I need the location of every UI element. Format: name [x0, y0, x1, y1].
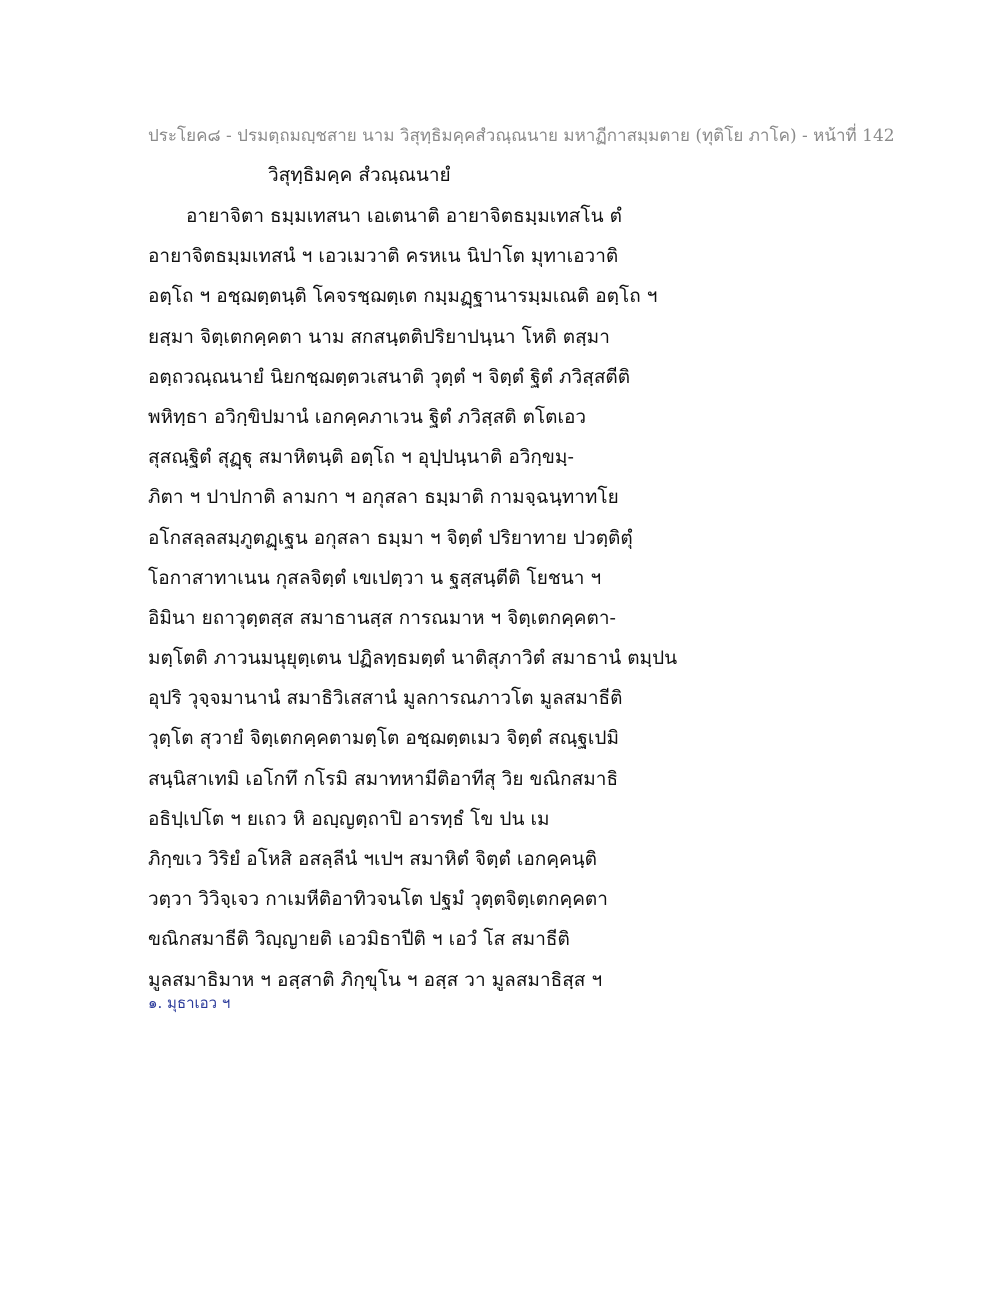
text-line: วุตฺโต สุวายํ จิตฺเตกคฺคตามตฺโต อชฺฌตฺตเมว จิตฺตํ สณฺฐเปมิ: [148, 727, 619, 750]
text-line: อตฺโถ ฯ อชฺฌตฺตนฺติ โคจรชฺฌตฺเต กมฺมฏฺฐานารมฺมเณติ อตฺโถ ฯ: [148, 285, 658, 308]
text-line: อุปริ วุจฺจมานานํ สมาธิวิเสสานํ มูลการณภาวโต มูลสมาธีติ: [148, 687, 623, 710]
text-line: ภิตา ฯ ปาปกาติ ลามกา ฯ อกุสลา ธมฺมาติ กามจฺฉนฺทาทโย: [148, 486, 619, 509]
text-line: ขณิกสมาธีติ วิญฺญายติ เอวมิธาปีติ ฯ เอวํ โส สมาธีติ: [148, 928, 570, 951]
text-line: อธิปฺเปโต ฯ ยเถว หิ อญฺญตฺถาปิ อารทฺธํ โข ปน เม: [148, 807, 550, 830]
text-line: สุสณฺฐิตํ สุฏฺฐุ สมาหิตนฺติ อตฺโถ ฯ อุปฺปนฺนาติ อวิกฺขมฺ-: [148, 446, 574, 469]
text-line: อายาจิตธมฺมเทสนํ ฯ เอวเมวาติ ครหเน นิปาโต มุทาเอวาติ: [148, 245, 619, 268]
body-text: [148, 196, 708, 1000]
text-line: มตฺโตติ ภาวนมนุยุตฺเตน ปฏิลทฺธมตฺตํ นาติสุภาวิตํ สมาธานํ ตมฺปน: [148, 647, 678, 670]
text-line: มูลสมาธิมาห ฯ อสฺสาติ ภิกฺขุโน ฯ อสฺส วา มูลสมาธิสฺส ฯ: [148, 968, 603, 991]
text-line: วตฺวา วิวิจฺเจว กาเมหีติอาทิวจนโต ปฐมํ วุตฺตจิตฺเตกคฺคตา: [148, 888, 608, 911]
text-line: สนฺนิสาเทมิ เอโกทึ กโรมิ สมาทหามีติอาทีสุ วิย ขณิกสมาธิ: [148, 767, 619, 790]
text-line: พหิทฺธา อวิกฺขิปมานํ เอกคฺคภาเวน ฐิตํ ภวิสฺสติ ตโตเอว: [148, 405, 587, 428]
running-header: ประโยค๘ - ปรมตฺถมญฺชสาย นาม วิสุทฺธิมคฺคสํวณฺณนาย มหาฏีกาสมฺมตาย (ทุติโย ภาโค) - หน้าที่ 142: [148, 126, 895, 146]
text-line: ยสฺมา จิตฺเตกคฺคตา นาม สกสนฺตติปริยาปนฺนา โหติ ตสฺมา: [148, 325, 610, 348]
text-line: ภิกฺขเว วิริยํ อโหสิ อสลฺลีนํ ฯเปฯ สมาหิตํ จิตฺตํ เอกคฺคนฺติ: [148, 848, 597, 870]
text-line: โอกาสาทาเนน กุสลจิตฺตํ เขเปตฺวา น ฐสฺสนฺตีติ โยชนา ฯ: [148, 566, 602, 589]
section-title: วิสุทฺธิมคฺค สํวณฺณนายํ: [268, 164, 451, 186]
footnote: ๑. มุธาเอว ฯ: [148, 994, 231, 1012]
text-line: อโกสลฺลสมฺภูตฏฺเฐน อกุสลา ธมฺมา ฯ จิตฺตํ ปริยาทาย ปวตฺติตุํ: [148, 526, 633, 549]
text-line: อายาจิตา ธมฺมเทสนา เอเตนาติ อายาจิตธมฺมเทสโน ตํ: [186, 205, 622, 227]
text-line: อตฺถวณฺณนายํ นิยกชฺฌตฺตวเสนาติ วุตฺตํ ฯ จิตฺตํ ฐิตํ ภวิสฺสตีติ: [148, 365, 631, 388]
text-line: อิมินา ยถาวุตฺตสฺส สมาธานสฺส การณมาห ฯ จิตฺเตกคฺคตา-: [148, 606, 616, 629]
